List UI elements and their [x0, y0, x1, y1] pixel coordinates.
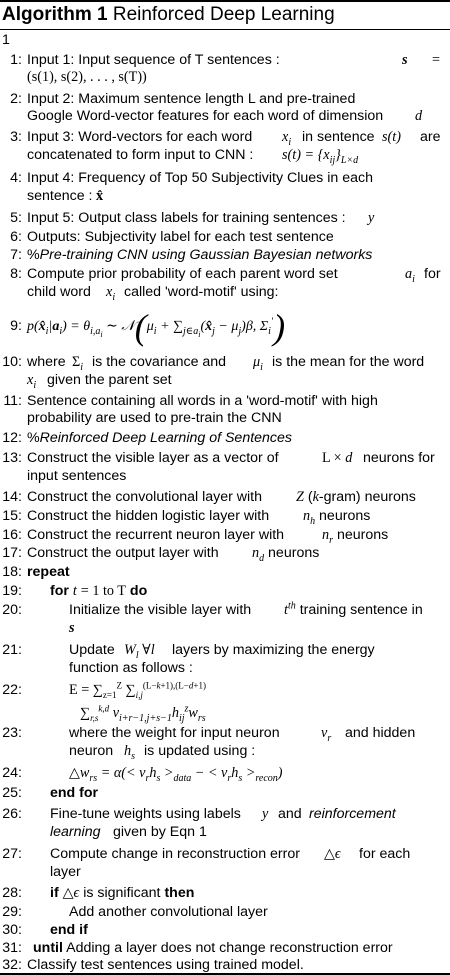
line-text: probability are used to pre-train the CNN — [27, 410, 282, 426]
line-number: 31: — [2, 940, 22, 956]
line-number: 3: — [10, 129, 22, 145]
math-eq: = — [432, 52, 441, 68]
math-delta-eps: △ϵ — [62, 885, 80, 901]
line-text: for — [424, 266, 441, 282]
line-text: layers by maximizing the energy — [172, 642, 375, 658]
line-text: Construct the output layer with — [27, 545, 219, 561]
line-text: layer — [50, 864, 81, 880]
line-text: is significant — [83, 885, 161, 901]
keyword-end-if: end if — [50, 922, 88, 938]
line-text: Classify test sentences using trained model. — [27, 957, 304, 973]
line-text: gram) neurons — [323, 489, 416, 505]
keyword-for: for — [50, 583, 69, 599]
line-number: 30: — [2, 922, 22, 938]
math-sub: ij — [329, 154, 336, 166]
math-forall: ∀l — [142, 642, 155, 658]
line-text: (s(1), s(2), . . . , s(T)) — [27, 69, 147, 85]
line-text: Input 5: Output class labels for training sentences : — [27, 210, 346, 226]
line-number: 25: — [2, 785, 22, 801]
line-number: 17: — [2, 545, 22, 561]
algorithm-label: Algorithm 1 — [2, 4, 108, 25]
line-number: 10: — [2, 354, 22, 370]
line-number: 6: — [10, 229, 22, 245]
line-text: Update — [69, 642, 115, 658]
math-x: x — [27, 372, 34, 388]
math-n: n — [252, 545, 260, 561]
line-text: child word — [27, 284, 91, 300]
math-sub: i — [412, 273, 415, 285]
line-text: training sentence in — [299, 602, 423, 618]
math-sub: r — [329, 534, 333, 546]
math-v: v — [321, 725, 328, 741]
line-text: Reinforced Deep Learning of Sentences — [39, 430, 293, 446]
line-number: 20: — [2, 602, 22, 618]
line-text: is updated using : — [144, 743, 256, 759]
line-text: where the weight for input neuron — [69, 725, 280, 741]
line-number: 15: — [2, 508, 22, 524]
algorithm-title: Reinforced Deep Learning — [112, 4, 335, 25]
math-h: h — [124, 743, 132, 759]
math-n: n — [303, 508, 311, 524]
line-text: Construct the recurrent neuron layer with — [27, 527, 285, 543]
line-number: 11: — [3, 393, 22, 409]
line-number: 2: — [10, 91, 22, 107]
top-rule — [0, 0, 450, 2]
formula-prior: $p(x̂_i|a_i) = \theta_{i,a_i}$ ∼ $𝒩(\mu_i$ + $\sum_{j\in a_i}(x̂_j - \mu_j)\beta$, $\Sigma_i'$) — [27, 307, 286, 347]
keyword-do: do — [129, 583, 148, 599]
math-n: n — [322, 527, 330, 543]
math-sub: s — [131, 750, 135, 762]
line-number: 21: — [2, 642, 22, 658]
math-st-eq: s(t) = {x — [282, 147, 330, 163]
line-text: given by Eqn 1 — [113, 824, 207, 840]
line-text: are — [420, 129, 441, 145]
math-d: d — [415, 108, 423, 124]
math-x: x — [282, 129, 289, 145]
math-a: a — [405, 266, 413, 282]
math-st: s(t) — [382, 129, 401, 145]
line-number: 8: — [10, 266, 22, 282]
keyword-until: until — [33, 940, 63, 956]
line-number: 22: — [2, 682, 22, 698]
line-text: neurons for — [363, 450, 435, 466]
line-text: reinforcement — [309, 806, 396, 822]
math-sub: d — [259, 552, 265, 564]
line-number: 7: — [10, 247, 22, 263]
math-x: x — [106, 284, 113, 300]
line-text: Outputs: Subjectivity label for each test sentence — [27, 229, 334, 245]
line-text: learning — [50, 824, 101, 840]
math-sub: h — [310, 515, 316, 527]
line-text: Compute change in reconstruction error — [50, 846, 300, 862]
line-number: 1: — [10, 52, 22, 68]
math-range: = 1 to T — [80, 583, 126, 599]
comment-mark: % — [27, 247, 40, 263]
line-number: 1 — [2, 32, 10, 48]
line-text: in sentence — [302, 129, 375, 145]
math-s: s — [69, 620, 75, 636]
math-k: k — [312, 489, 319, 505]
math-sub: r — [327, 732, 332, 744]
math-Z: Z — [296, 489, 304, 505]
line-text: Add another convolutional layer — [69, 904, 268, 920]
keyword-end-for: end for — [50, 785, 99, 801]
line-number: 23: — [2, 725, 22, 741]
line-text: Google Word-vector features for each word of dimension — [27, 108, 384, 124]
line-text: Fine-tune weights using labels — [50, 806, 241, 822]
line-text: called 'word-motif' using: — [124, 284, 279, 300]
line-text: function as follows : — [69, 660, 193, 676]
line-text: Initialize the visible layer with — [69, 602, 252, 618]
line-text: Construct the convolutional layer with — [27, 489, 263, 505]
line-number: 27: — [2, 846, 22, 862]
math-xhat: x̂ — [96, 188, 104, 204]
line-number: 4: — [10, 170, 22, 186]
math-sup: th — [287, 600, 296, 612]
line-number: 24: — [2, 765, 22, 781]
line-text: neurons — [268, 545, 320, 561]
line-number: 16: — [2, 527, 22, 543]
line-number: 12: — [2, 430, 22, 446]
line-text: Adding a layer does not change reconstruction error — [66, 940, 393, 956]
line-number: 13: — [2, 450, 22, 466]
keyword-then: then — [164, 885, 195, 901]
algorithm-caption — [2, 3, 335, 27]
line-text: neuron — [69, 743, 114, 759]
line-text: is the covariance and — [92, 354, 227, 370]
algorithm-block: Algorithm 1 Reinforced Deep Learning 1 1: Input 1: Input sequence of T sentences : s = (s(1), s(2), . . . , s(T)) 2: Input 2: Maximum sentence length L and pre-trained Google Word-vector features for each word of dimension d 3: Input 3: Word-vectors for each word $x_i$ in sentence s(t) are concatenated to form input to CNN : $s(t) = \{x_{ij}\}_{L\times d}$ 4: Input 4: Frequency of Top 50 Subjectivity Clues in each sentence : x̂ 5: Input 5: Output class labels for training sentences : y 6: Outputs: Subjectivity label for each test sentence 7: %Pre-training CNN using Gaussian Bayesian networks 8: Compute prior probability of each parent word set $a_i$ for child word $x_i$ called 'word-motif' using: 9: $p(x̂_i|a_i) = \theta_{i,a_i}$ ∼ $𝒩(\mu_i$ + $\sum_{j\in a_i}(x̂_j - \mu_j)\beta$, $\Sigma_i'$) 10: where $\Sigma_i$ is the covariance and $\mu_i$ is the mean for the word $x_i$ given the parent set 11: Sentence containing all words in a 'word-motif' with high probability are used to pre-train the CNN 12: %Reinforced Deep Learning of Sentences 13: Construct the visible layer as a vector of L × d neurons for input sentences 14: Construct the convolutional layer with Z (k-gram) neurons 15: Construct the hidden logistic layer with $n_h$ neurons 16: Construct the recurrent neuron layer with $n_r$ neurons 17: Construct the output layer with $n_d$ neurons 18: repeat 19: for t = 1 to T do 20: Initialize the visible layer with $t^{th}$ training sentence in s 21: Update $W_l$ ∀l layers by maximizing the energy function as follows : 22: $E = \sum_{z=1}^Z$ $\sum_{i,j}^{(L-k+1),(L-d+1)}$ $\sum_{r,s}^{k,d}$ $v_{i+r-1,j+s-1}h_{ij}^zw_{rs}$ 23: where the weight for input neuron $v_r$ and hidden neuron $h_s$ is updated using : 24: $\triangle w_{rs} = \alpha(< v_rh_s >_{data}$ − < $v_rh_s >_{recon}$) 25: end for 26: Fine-tune weights using labels y and reinforcement learning given by Eqn 1 27: Compute change in reconstruction error △ϵ for each layer 28: if △ϵ is significant then 29: Add another convolutional layer 30: end if 31: until Adding a layer does not change reconstruction error 32: Classify test sentences using trained model. — [0, 0, 450, 975]
math-delta-eps: △ϵ — [324, 846, 341, 862]
formula-energy-cont: $\sum_{r,s}^{k,d}$ $v_{i+r-1,j+s-1}h_{ij}^zw_{rs}$ — [80, 703, 206, 724]
math-t: t — [72, 583, 77, 599]
math-s: s — [402, 52, 408, 68]
line-text: given the parent set — [47, 372, 172, 388]
line-text: where — [27, 354, 66, 370]
line-number: 26: — [2, 806, 22, 822]
line-text: Construct the visible layer as a vector of — [27, 450, 279, 466]
line-text: Sentence containing all words in a 'word-motif' with high — [27, 393, 378, 409]
keyword-repeat: repeat — [27, 564, 70, 580]
line-text: for each — [359, 846, 411, 862]
formula-update: $\triangle w_{rs} = \alpha(< v_rh_s >_{data}$ − < $v_rh_s >_{recon}$) — [69, 765, 283, 784]
line-text: concatenated to form input to CNN : — [27, 147, 254, 163]
math-W: W — [124, 642, 136, 658]
line-text: Input 1: Input sequence of T sentences : — [27, 52, 280, 68]
line-number: 18: — [2, 564, 22, 580]
line-text: and — [278, 806, 302, 822]
line-number: 28: — [2, 885, 22, 901]
line-number: 19: — [2, 583, 22, 599]
math-y: y — [368, 210, 375, 226]
math-sub: L×d — [340, 154, 359, 166]
line-number: 32: — [2, 957, 22, 973]
line-text: and hidden — [345, 725, 416, 741]
comment-mark: % — [27, 430, 40, 446]
line-text: is the mean for the word — [272, 354, 425, 370]
line-text: Construct the hidden logistic layer with — [27, 508, 270, 524]
line-text: Compute prior probability of each parent word set — [27, 266, 338, 282]
line-number: 5: — [10, 210, 22, 226]
line-text: input sentences — [27, 468, 127, 484]
caption-rule — [0, 29, 450, 30]
line-text: neurons — [319, 508, 371, 524]
math-sub: l — [135, 649, 139, 661]
formula-energy: $E = \sum_{z=1}^Z$ $\sum_{i,j}^{(L-k+1),(L-d+1)}$ — [69, 680, 206, 700]
line-text: neurons — [336, 527, 389, 543]
line-text: Pre-training CNN using Gaussian Bayesian networks — [39, 247, 373, 263]
line-text: Input 3: Word-vectors for each word — [27, 129, 253, 145]
line-number: 29: — [2, 904, 22, 920]
line-text: Input 4: Frequency of Top 50 Subjectivity Clues in each — [27, 170, 373, 186]
line-number: 9: — [10, 318, 22, 334]
keyword-if: if — [50, 885, 59, 901]
line-text: Input 2: Maximum sentence length L and pre-trained — [27, 91, 356, 107]
line-text: sentence : — [27, 188, 93, 204]
line-number: 14: — [2, 489, 22, 505]
math-y: y — [262, 806, 269, 822]
